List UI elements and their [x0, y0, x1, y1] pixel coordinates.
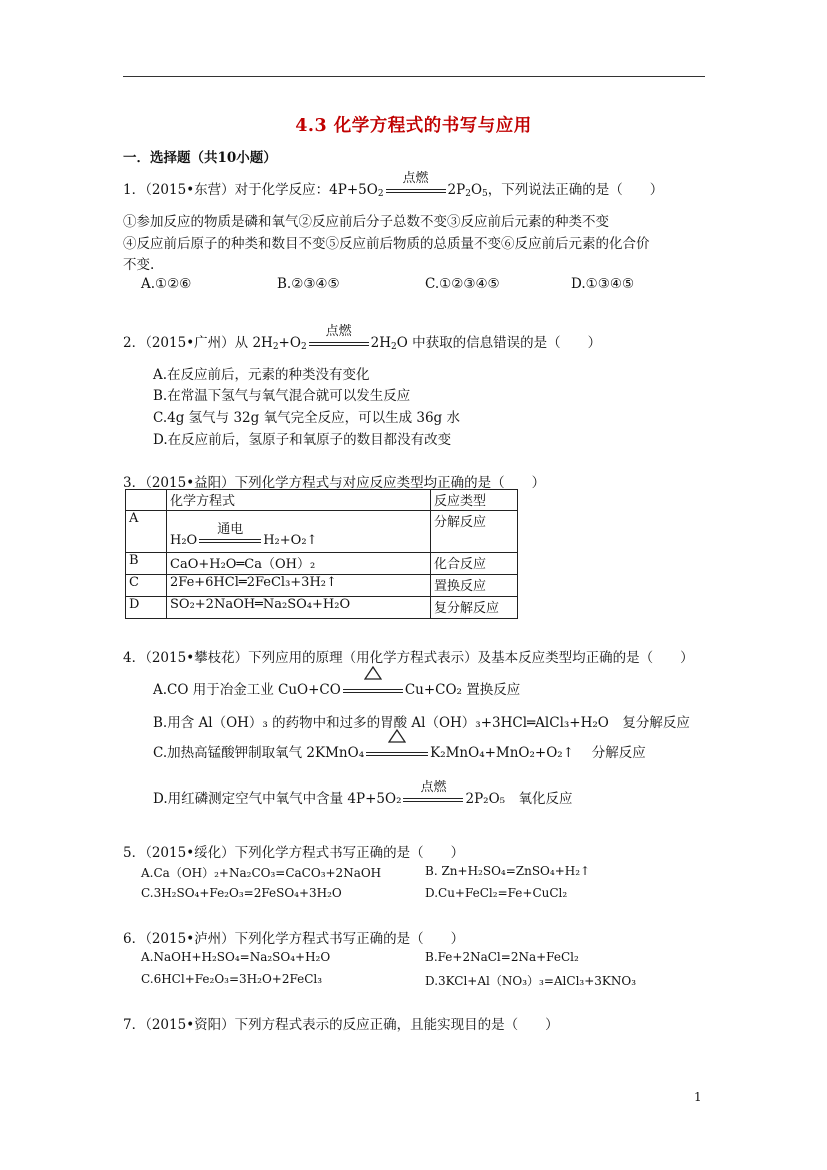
option-b[interactable]: B.用含 Al（OH）₃ 的药物中和过多的胃酸 Al（OH）₃+3HCl═AlCl₃+H₂O 复分解反应	[153, 715, 690, 731]
table-header-cell: 化学方程式	[167, 490, 431, 511]
table-row	[126, 575, 518, 597]
option-c[interactable]: C.6HCl+Fe₂O₃=3H₂O+2FeCl₃	[141, 972, 323, 986]
row-label: A	[126, 511, 167, 553]
table-header-row	[126, 490, 518, 511]
table-header-cell	[126, 490, 167, 511]
option-d[interactable]: D.在反应前后，氢原子和氧原子的数目都没有改变	[153, 432, 452, 448]
question-4-stem: 4．（2015•攀枝花）下列应用的原理（用化学方程式表示）及基本反应类型均正确的是（ ）	[123, 650, 694, 666]
row-equation: 2Fe+6HCl═2FeCl₃+3H₂↑	[167, 575, 431, 597]
option-c[interactable]: C.3H₂SO₄+Fe₂O₃=2FeSO₄+3H₂O	[141, 886, 342, 900]
row-equation: SO₂+2NaOH═Na₂SO₄+H₂O	[167, 597, 431, 619]
row-type: 分解反应	[431, 511, 518, 553]
option-a[interactable]: A.Ca（OH）₂+Na₂CO₃=CaCO₃+2NaOH	[141, 866, 382, 880]
option-d[interactable]: D.Cu+FeCl₂=Fe+CuCl₂	[425, 886, 568, 900]
reaction-arrow: 点燃	[384, 182, 448, 198]
row-label: C	[126, 575, 167, 597]
option-d[interactable]: D.①③④⑤	[571, 276, 635, 292]
question-1-stem: 1．（2015•东营）对于化学反应：$4P+5O_2$ 点燃 $2P_2O_5$，下列说法正确的是（ ）	[123, 171, 664, 199]
option-c[interactable]: C.①②③④⑤	[425, 276, 500, 292]
page-number: 1	[694, 1090, 702, 1104]
option-a[interactable]: A.①②⑥	[141, 276, 192, 292]
option-c[interactable]: C.4g 氢气与 32g 氧气完全反应，可以生成 36g 水	[153, 410, 460, 426]
option-c[interactable]: C.加热高锰酸钾制取氧气 2KMnO₄ K₂MnO₄+MnO₂+O₂↑ 分解反应	[153, 741, 646, 761]
heat-arrow	[341, 682, 405, 698]
option-a[interactable]: A.在反应前后，元素的种类没有变化	[153, 367, 370, 383]
option-d[interactable]: D.3KCl+Al（NO₃）₃=AlCl₃+3KNO₃	[425, 974, 637, 988]
question-2-stem: 2．（2015•广州）从 $2H_2+O_2$ 点燃 $2H_2O$ 中获取的信息错误的是（ ）	[123, 324, 602, 352]
table-row	[126, 597, 518, 619]
question-6-stem: 6．（2015•泸州）下列化学方程式书写正确的是（ ）	[123, 931, 465, 947]
row-label: B	[126, 553, 167, 575]
question-1-statement: ④反应前后原子的种类和数目不变⑤反应前后物质的总质量不变⑥反应前后元素的化合价	[123, 236, 650, 252]
reaction-arrow: 通电	[197, 533, 263, 548]
row-equation: H₂O 通电 H₂+O₂↑	[167, 511, 431, 553]
row-label: D	[126, 597, 167, 619]
reaction-arrow: 点燃	[401, 791, 465, 807]
table-row	[126, 553, 518, 575]
row-equation: CaO+H₂O═Ca（OH）₂	[167, 553, 431, 575]
heat-arrow	[364, 745, 430, 761]
option-d[interactable]: D.用红磷测定空气中氧气中含量 4P+5O₂ 点燃 2P₂O₅ 氧化反应	[153, 780, 573, 807]
option-b[interactable]: B. Zn+H₂SO₄=ZnSO₄+H₂↑	[425, 864, 591, 878]
option-b[interactable]: B.Fe+2NaCl=2Na+FeCl₂	[425, 950, 579, 964]
option-b[interactable]: B.②③④⑤	[277, 276, 340, 292]
option-a[interactable]: A.NaOH+H₂SO₄=Na₂SO₄+H₂O	[141, 950, 331, 964]
question-7-stem: 7．（2015•资阳）下列方程式表示的反应正确，且能实现目的是（ ）	[123, 1017, 559, 1033]
reaction-table	[125, 489, 518, 619]
header-rule	[123, 76, 705, 77]
row-type: 置换反应	[431, 575, 518, 597]
question-3-stem: 3．（2015•益阳）下列化学方程式与对应反应类型均正确的是（ ）	[123, 475, 546, 491]
option-b[interactable]: B.在常温下氢气与氧气混合就可以发生反应	[153, 388, 411, 404]
table-header-cell: 反应类型	[431, 490, 518, 511]
row-type: 化合反应	[431, 553, 518, 575]
page-title: 4.3 化学方程式的书写与应用	[295, 116, 532, 136]
question-5-stem: 5．（2015•绥化）下列化学方程式书写正确的是（ ）	[123, 845, 465, 861]
table-row	[126, 511, 518, 553]
section-heading: 一．选择题（共10小题）	[123, 150, 277, 166]
row-type: 复分解反应	[431, 597, 518, 619]
question-1-statement: 不变.	[123, 257, 155, 273]
question-1-statement: ①参加反应的物质是磷和氧气②反应前后分子总数不变③反应前后元素的种类不变	[123, 214, 609, 230]
option-a[interactable]: A.CO 用于冶金工业 CuO+CO Cu+CO₂ 置换反应	[153, 678, 520, 698]
reaction-arrow: 点燃	[307, 335, 371, 351]
